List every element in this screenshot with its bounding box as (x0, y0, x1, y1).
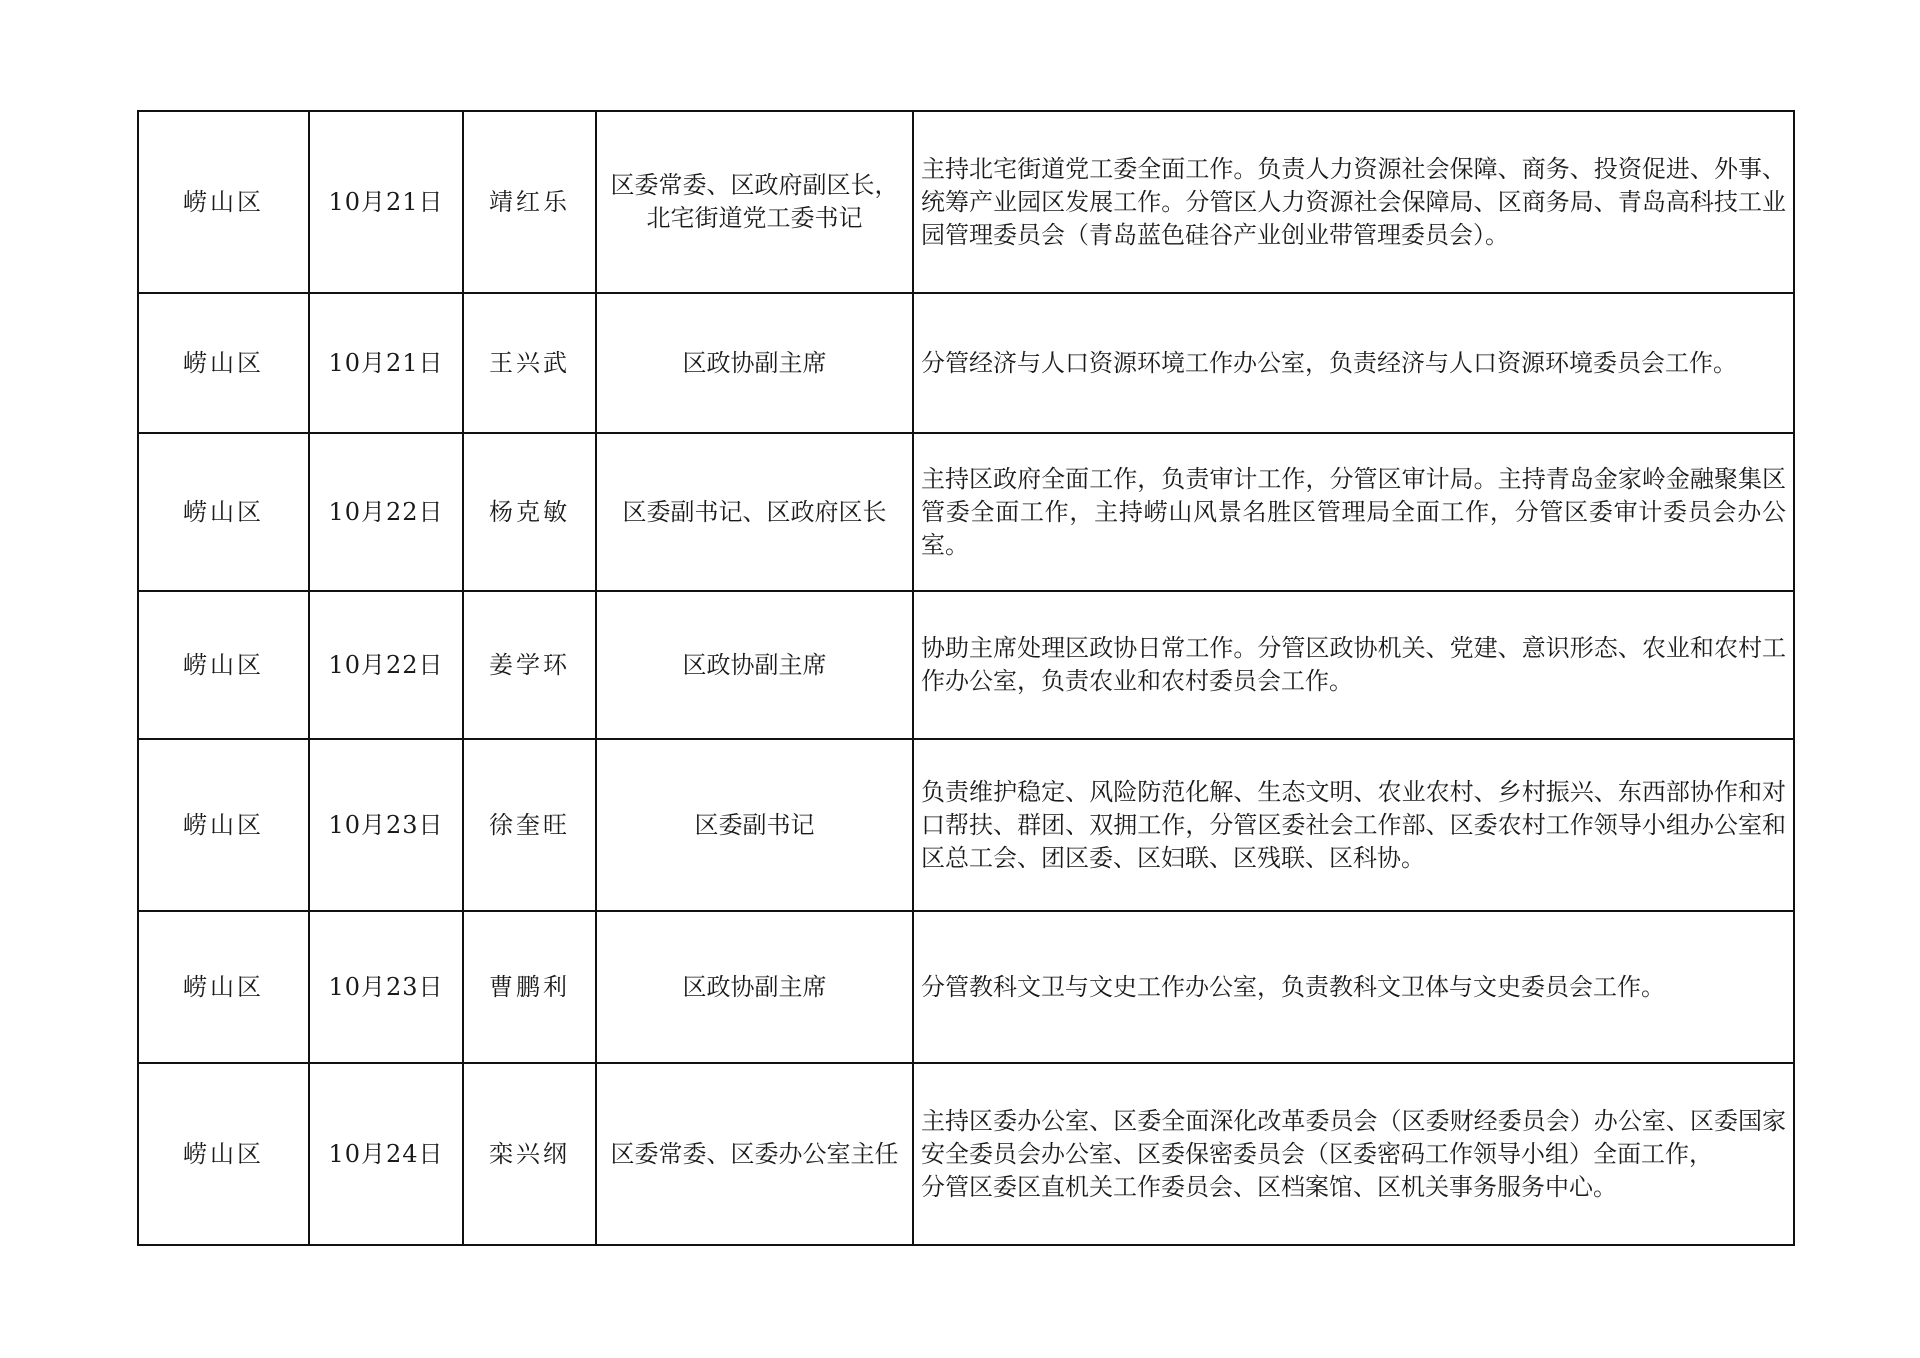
district-cell: 崂山区 (138, 111, 309, 293)
date-cell: 10月22日 (309, 433, 463, 591)
duties-cell: 主持区委办公室、区委全面深化改革委员会（区委财经委员会）办公室、区委国家安全委员会办公室、区委保密委员会（区委密码工作领导小组）全面工作， 分管区委区直机关工作委员会、区档案馆、区机关事务服务中心。 (913, 1063, 1794, 1245)
position-cell: 区委副书记、区政府区长 (596, 433, 913, 591)
duties-cell: 分管经济与人口资源环境工作办公室，负责经济与人口资源环境委员会工作。 (913, 293, 1794, 433)
position-cell: 区委常委、区政府副区长，北宅街道党工委书记 (596, 111, 913, 293)
district-cell: 崂山区 (138, 591, 309, 739)
table-row (138, 911, 1794, 1063)
name-cell: 王兴武 (463, 293, 596, 433)
duties-cell: 主持区政府全面工作，负责审计工作，分管区审计局。主持青岛金家岭金融聚集区管委全面工作，主持崂山风景名胜区管理局全面工作，分管区委审计委员会办公室。 (913, 433, 1794, 591)
name-cell: 靖红乐 (463, 111, 596, 293)
date-cell: 10月24日 (309, 1063, 463, 1245)
name-cell: 栾兴纲 (463, 1063, 596, 1245)
name-cell: 杨克敏 (463, 433, 596, 591)
position-cell: 区政协副主席 (596, 293, 913, 433)
table-row (138, 293, 1794, 433)
table-row (138, 111, 1794, 293)
district-cell: 崂山区 (138, 433, 309, 591)
leader-duties-table (137, 110, 1795, 1246)
name-cell: 曹鹏利 (463, 911, 596, 1063)
position-cell: 区委常委、区委办公室主任 (596, 1063, 913, 1245)
duties-cell: 负责维护稳定、风险防范化解、生态文明、农业农村、乡村振兴、东西部协作和对口帮扶、群团、双拥工作，分管区委社会工作部、区委农村工作领导小组办公室和区总工会、团区委、区妇联、区残联、区科协。 (913, 739, 1794, 911)
table-row (138, 591, 1794, 739)
duties-cell: 主持北宅街道党工委全面工作。负责人力资源社会保障、商务、投资促进、外事、统筹产业园区发展工作。分管区人力资源社会保障局、区商务局、青岛高科技工业园管理委员会（青岛蓝色硅谷产业创业带管理委员会）。 (913, 111, 1794, 293)
date-cell: 10月21日 (309, 111, 463, 293)
name-cell: 姜学环 (463, 591, 596, 739)
position-cell: 区政协副主席 (596, 911, 913, 1063)
district-cell: 崂山区 (138, 293, 309, 433)
duties-cell: 分管教科文卫与文史工作办公室，负责教科文卫体与文史委员会工作。 (913, 911, 1794, 1063)
position-cell: 区政协副主席 (596, 591, 913, 739)
date-cell: 10月22日 (309, 591, 463, 739)
district-cell: 崂山区 (138, 1063, 309, 1245)
district-cell: 崂山区 (138, 739, 309, 911)
table-row (138, 1063, 1794, 1245)
table-row (138, 433, 1794, 591)
table-row (138, 739, 1794, 911)
date-cell: 10月23日 (309, 739, 463, 911)
position-cell: 区委副书记 (596, 739, 913, 911)
name-cell: 徐奎旺 (463, 739, 596, 911)
date-cell: 10月21日 (309, 293, 463, 433)
date-cell: 10月23日 (309, 911, 463, 1063)
duties-cell: 协助主席处理区政协日常工作。分管区政协机关、党建、意识形态、农业和农村工作办公室，负责农业和农村委员会工作。 (913, 591, 1794, 739)
district-cell: 崂山区 (138, 911, 309, 1063)
